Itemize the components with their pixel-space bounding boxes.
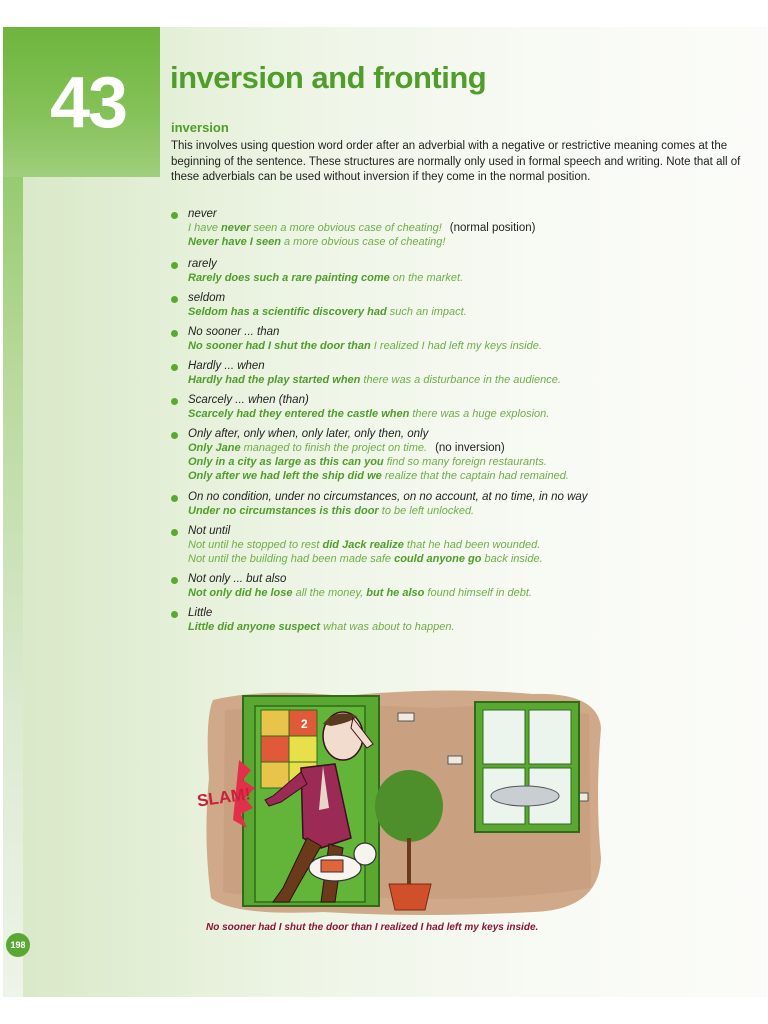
sentence-text: realize that the captain had remained.: [381, 470, 569, 482]
list-item: [171, 291, 761, 319]
example-sentence: [188, 552, 761, 566]
sentence-text: that he had been wounded.: [403, 539, 541, 551]
list-item: [171, 359, 761, 387]
inverted-phrase: Under no circumstances is this door: [188, 505, 379, 517]
door-pane: [289, 736, 317, 762]
adverbial-heading: rarely: [188, 258, 217, 270]
chapter-tab: [3, 27, 160, 177]
sentence-text: a more obvious case of cheating!: [280, 236, 446, 248]
plant-stem: [407, 838, 411, 886]
door-number: 2: [301, 717, 308, 731]
example-sentence: [188, 620, 761, 634]
list-item: [171, 490, 761, 518]
door-pane: [261, 710, 289, 736]
bullet-icon: [171, 432, 178, 439]
adverbial-heading: never: [188, 208, 217, 220]
example-note: (normal position): [449, 222, 536, 234]
slam-text: SLAM!: [195, 784, 252, 811]
bullet-icon: [171, 495, 178, 502]
window-pane: [529, 710, 571, 764]
brick: [398, 713, 414, 721]
adverbial-heading: Hardly ... when: [188, 360, 265, 372]
inverted-phrase: Only in a city as large as this can you: [188, 456, 384, 468]
example-sentence: [188, 305, 761, 319]
list-item: [171, 606, 761, 634]
illustration-caption: No sooner had I shut the door than I realized I had left my keys inside.: [206, 922, 539, 933]
inverted-phrase: No sooner had I shut the door than: [188, 340, 371, 352]
chapter-number: 43: [50, 63, 127, 143]
door-pane: [261, 762, 289, 788]
door-pane: [261, 736, 289, 762]
chapter-title: inversion and fronting: [170, 60, 487, 95]
adverbial-heading: No sooner ... than: [188, 326, 280, 338]
sentence-text: on the market.: [389, 272, 464, 284]
example-sentence: [188, 339, 761, 353]
sentence-text: I realized I had left my keys inside.: [370, 340, 542, 352]
inverted-phrase: Only Jane: [188, 442, 241, 454]
example-sentence: [188, 221, 761, 235]
bullet-icon: [171, 364, 178, 371]
inverted-phrase: Only after we had left the ship did we: [188, 470, 382, 482]
example-note: (no inversion): [435, 442, 505, 454]
page-number: 198: [6, 933, 30, 957]
list-item: [171, 207, 761, 249]
brick: [448, 756, 462, 764]
inverted-phrase: Scarcely had they entered the castle when: [188, 408, 410, 420]
bullet-icon: [171, 330, 178, 337]
adverbial-heading: Not until: [188, 525, 231, 537]
example-sentence: [188, 441, 761, 455]
bullet-icon: [171, 296, 178, 303]
sentence-text: what was about to happen.: [320, 621, 455, 633]
dog-head: [354, 843, 376, 865]
list-item: [171, 257, 761, 285]
bullet-icon: [171, 577, 178, 584]
table-in-window: [491, 786, 559, 806]
sentence-text: back inside.: [481, 553, 543, 565]
illustration: [195, 688, 603, 916]
plant-pot: [389, 884, 431, 910]
adverbial-heading: Scarcely ... when (than): [188, 394, 309, 406]
example-sentence: [188, 407, 761, 421]
inverted-phrase: Little did anyone suspect: [188, 621, 321, 633]
example-sentence: [188, 271, 761, 285]
sentence-text: seen a more obvious case of cheating!: [250, 222, 442, 234]
example-sentence: [188, 469, 761, 483]
adverbial-heading: On no condition, under no circumstances, on no account, at no time, in no way: [188, 491, 588, 503]
sentence-text: there was a disturbance in the audience.: [360, 374, 561, 386]
bullet-icon: [171, 398, 178, 405]
example-sentence: [188, 538, 761, 552]
intro-paragraph: This involves using question word order after an adverbial with a negative or restrictive meaning comes at the beginning of the sentence. These structures are normally only used in formal speech and writing. Note that all of these adverbials can be used without inversion if they come in the normal position.: [171, 140, 741, 183]
inverted-phrase: Rarely does such a rare painting come: [188, 272, 390, 284]
adverbial-heading: Not only ... but also: [188, 573, 287, 585]
sentence-text: such an impact.: [386, 306, 467, 318]
dog-coat: [321, 860, 343, 872]
bullet-icon: [171, 529, 178, 536]
adverbial-heading: seldom: [188, 292, 226, 304]
example-sentence: [188, 373, 761, 387]
sentence-text: I have: [188, 222, 222, 234]
example-sentence: [188, 504, 761, 518]
example-sentence: [188, 586, 761, 600]
sentence-text: Not until he stopped to rest: [188, 539, 323, 551]
list-item: [171, 427, 761, 483]
adverbial-heading: Only after, only when, only later, only then, only: [188, 428, 429, 440]
section-heading: inversion: [171, 120, 229, 135]
inverted-phrase: Never have I seen: [188, 236, 281, 248]
bullet-icon: [171, 262, 178, 269]
inverted-phrase: did Jack realize: [322, 539, 404, 551]
inverted-phrase: could anyone go: [394, 553, 482, 565]
inverted-phrase: Not only did he lose: [188, 587, 293, 599]
list-item: [171, 572, 761, 600]
sentence-text: found himself in debt.: [424, 587, 532, 599]
list-item: [171, 393, 761, 421]
sentence-text: managed to finish the project on time.: [240, 442, 428, 454]
bullet-icon: [171, 212, 178, 219]
list-item: [171, 524, 761, 566]
sentence-text: all the money,: [292, 587, 367, 599]
inverted-phrase: Hardly had the play started when: [188, 374, 361, 386]
adverbial-list: [171, 207, 761, 640]
illustration-svg: [195, 688, 603, 916]
example-sentence: [188, 235, 761, 249]
inverted-phrase: Seldom has a scientific discovery had: [188, 306, 387, 318]
window-pane: [483, 710, 525, 764]
sentence-text: find so many foreign restaurants.: [383, 456, 547, 468]
sentence-text: Not until the building had been made safe: [188, 553, 395, 565]
list-item: [171, 325, 761, 353]
sentence-text: there was a huge explosion.: [409, 408, 550, 420]
adverbial-heading: Little: [188, 607, 213, 619]
example-sentence: [188, 455, 761, 469]
plant-foliage: [375, 770, 443, 842]
inverted-phrase: never: [221, 222, 251, 234]
bullet-icon: [171, 611, 178, 618]
sentence-text: to be left unlocked.: [378, 505, 475, 517]
inverted-phrase: but he also: [366, 587, 425, 599]
